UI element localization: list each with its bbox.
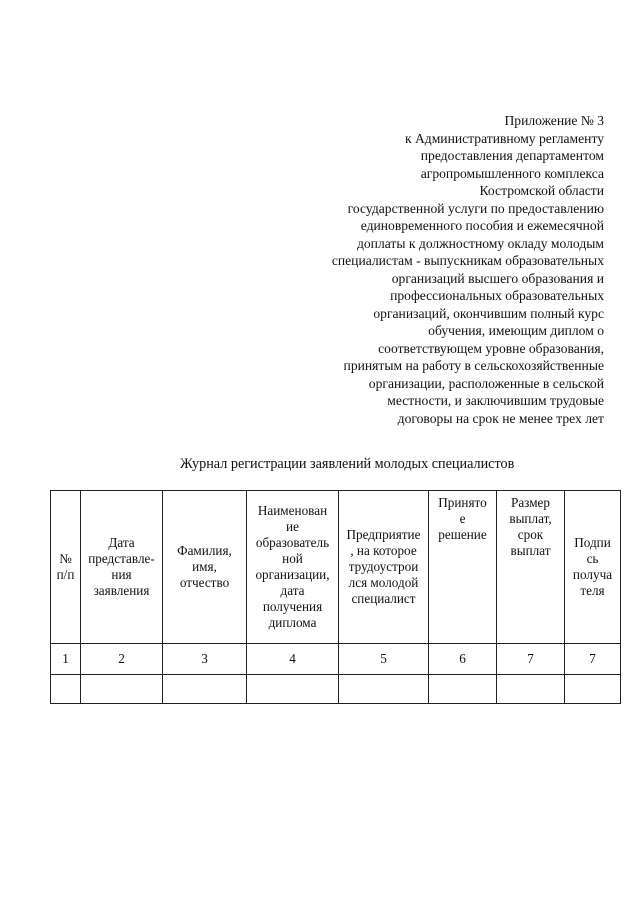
appendix-line: организаций высшего образования и (391, 270, 604, 286)
col-header-label: Принято е решение (438, 495, 487, 542)
column-number: 6 (429, 644, 497, 675)
appendix-line: доплаты к должностному окладу молодым (356, 235, 604, 251)
appendix-line: местности, и заключившим трудовые (387, 393, 604, 408)
col-header-signature (565, 491, 621, 644)
appendix-header (244, 112, 604, 427)
col-header-label: Предприятие , на которое трудоустрои лся молодой специалист (346, 527, 421, 606)
appendix-line: организаций, окончившим полный курс (373, 305, 604, 321)
empty-entry-row (51, 675, 621, 704)
empty-cell (429, 675, 497, 704)
col-header-label: Размер выплат, срок выплат (509, 495, 552, 558)
appendix-line: единовременного пособия и ежемесячной (360, 218, 604, 233)
column-number: 3 (163, 644, 247, 675)
appendix-line: Костромской области (479, 183, 604, 198)
journal-title: Журнал регистрации заявлений молодых специалистов (180, 456, 515, 472)
col-header-label: Фамилия, имя, отчество (177, 543, 232, 590)
col-header-name (163, 491, 247, 644)
appendix-line: договоры на срок не менее трех лет (397, 410, 604, 426)
col-header-decision (429, 491, 497, 644)
column-number: 5 (339, 644, 429, 675)
appendix-line: обучения, имеющим диплом о (428, 323, 604, 338)
appendix-line: агропромышленного комплекса (420, 165, 604, 181)
appendix-line: организации, расположенные в сельской (368, 375, 604, 391)
col-header-employer (339, 491, 429, 644)
col-header-number (51, 491, 81, 644)
col-header-label: Подпи сь получа теля (572, 535, 613, 598)
col-header-institution (247, 491, 339, 644)
empty-cell (565, 675, 621, 704)
column-number: 2 (81, 644, 163, 675)
appendix-line: специалистам - выпускникам образовательных (331, 253, 604, 268)
appendix-line: к Административному регламенту (404, 130, 604, 146)
appendix-line: соответствующем уровне образования, (378, 340, 604, 356)
col-header-payment (497, 491, 565, 644)
journal-table (50, 490, 621, 704)
col-header-label: Дата представле- ния заявления (88, 535, 155, 598)
appendix-line: Приложение № 3 (504, 113, 604, 128)
empty-cell (163, 675, 247, 704)
column-number: 7 (565, 644, 621, 675)
empty-cell (81, 675, 163, 704)
empty-cell (497, 675, 565, 704)
col-header-label: Наименован ие образователь ной организации, дата получения диплома (255, 503, 330, 630)
empty-cell (247, 675, 339, 704)
appendix-line: предоставления департаментом (420, 148, 604, 163)
appendix-line: профессиональных образовательных (390, 288, 604, 303)
appendix-line: государственной услуги по предоставлению (347, 200, 604, 216)
col-header-date (81, 491, 163, 644)
column-number: 7 (497, 644, 565, 675)
col-header-label: № п/п (56, 551, 75, 582)
column-number: 4 (247, 644, 339, 675)
empty-cell (339, 675, 429, 704)
appendix-line: принятым на работу в сельскохозяйственные (343, 358, 604, 373)
column-number-row (51, 644, 621, 675)
empty-cell (51, 675, 81, 704)
column-number: 1 (51, 644, 81, 675)
header-row (51, 491, 621, 644)
